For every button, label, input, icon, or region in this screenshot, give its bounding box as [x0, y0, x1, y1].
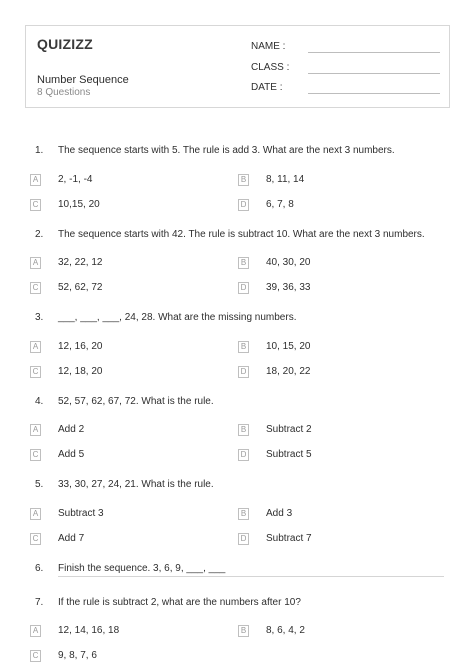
option-letter-box[interactable]: C: [30, 533, 41, 545]
option-text: 6, 7, 8: [266, 199, 294, 210]
name-field[interactable]: [308, 52, 440, 53]
question-text: The sequence starts with 5. The rule is add 3. What are the next 3 numbers.: [58, 145, 395, 156]
option-letter-box[interactable]: D: [238, 282, 249, 294]
option-text: 9, 8, 7, 6: [58, 650, 97, 661]
option-text: 18, 20, 22: [266, 366, 311, 377]
question-count: 8 Questions: [37, 87, 91, 98]
question-text: The sequence starts with 42. The rule is subtract 10. What are the next 3 numbers.: [58, 229, 425, 240]
option-letter-box[interactable]: C: [30, 282, 41, 294]
option-text: Add 2: [58, 424, 85, 435]
option-text: Subtract 7: [266, 533, 312, 544]
question-number: 4.: [35, 396, 44, 407]
question-number: 1.: [35, 145, 44, 156]
option-letter-box[interactable]: A: [30, 257, 41, 269]
question-number: 2.: [35, 229, 44, 240]
date-field[interactable]: [308, 93, 440, 94]
option-letter-box[interactable]: C: [30, 650, 41, 662]
option-text: 12, 18, 20: [58, 366, 103, 377]
class-label: CLASS :: [251, 62, 290, 73]
option-text: 8, 6, 4, 2: [266, 625, 305, 636]
option-text: 39, 36, 33: [266, 282, 311, 293]
option-text: Subtract 5: [266, 449, 312, 460]
option-letter-box[interactable]: A: [30, 625, 41, 637]
option-letter-box[interactable]: D: [238, 199, 249, 211]
question-text: ___, ___, ___, 24, 28. What are the missing numbers.: [58, 312, 297, 323]
question-text: 33, 30, 27, 24, 21. What is the rule.: [58, 479, 214, 490]
option-letter-box[interactable]: D: [238, 533, 249, 545]
question-text: 52, 57, 62, 67, 72. What is the rule.: [58, 396, 214, 407]
option-letter-box[interactable]: C: [30, 449, 41, 461]
worksheet-title: Number Sequence: [37, 74, 129, 86]
option-text: 52, 62, 72: [58, 282, 103, 293]
class-field[interactable]: [308, 73, 440, 74]
option-letter-box[interactable]: A: [30, 341, 41, 353]
date-label: DATE :: [251, 82, 283, 93]
question-text: Finish the sequence. 3, 6, 9, ___, ___: [58, 563, 226, 574]
option-letter-box[interactable]: A: [30, 174, 41, 186]
option-letter-box[interactable]: B: [238, 424, 249, 436]
option-letter-box[interactable]: D: [238, 449, 249, 461]
option-letter-box[interactable]: C: [30, 366, 41, 378]
option-text: Subtract 2: [266, 424, 312, 435]
question-number: 7.: [35, 597, 44, 608]
option-letter-box[interactable]: A: [30, 424, 41, 436]
option-letter-box[interactable]: B: [238, 625, 249, 637]
option-letter-box[interactable]: B: [238, 257, 249, 269]
option-text: Add 3: [266, 508, 293, 519]
question-number: 6.: [35, 563, 44, 574]
question-text: If the rule is subtract 2, what are the numbers after 10?: [58, 597, 301, 608]
option-letter-box[interactable]: A: [30, 508, 41, 520]
name-label: NAME :: [251, 41, 286, 52]
worksheet-header: [25, 25, 450, 108]
option-text: 2, -1, -4: [58, 174, 93, 185]
answer-line[interactable]: [58, 576, 444, 577]
option-letter-box[interactable]: B: [238, 341, 249, 353]
option-text: 10, 15, 20: [266, 341, 311, 352]
option-text: 32, 22, 12: [58, 257, 103, 268]
option-text: 40, 30, 20: [266, 257, 311, 268]
option-text: 12, 16, 20: [58, 341, 103, 352]
option-text: Subtract 3: [58, 508, 104, 519]
option-text: 10,15, 20: [58, 199, 100, 210]
option-letter-box[interactable]: C: [30, 199, 41, 211]
option-text: 12, 14, 16, 18: [58, 625, 120, 636]
option-letter-box[interactable]: B: [238, 508, 249, 520]
option-text: Add 5: [58, 449, 85, 460]
question-number: 3.: [35, 312, 44, 323]
option-letter-box[interactable]: D: [238, 366, 249, 378]
option-letter-box[interactable]: B: [238, 174, 249, 186]
option-text: 8, 11, 14: [266, 174, 305, 185]
option-text: Add 7: [58, 533, 85, 544]
question-number: 5.: [35, 479, 44, 490]
quizizz-logo: QUIZIZZ: [37, 36, 93, 52]
